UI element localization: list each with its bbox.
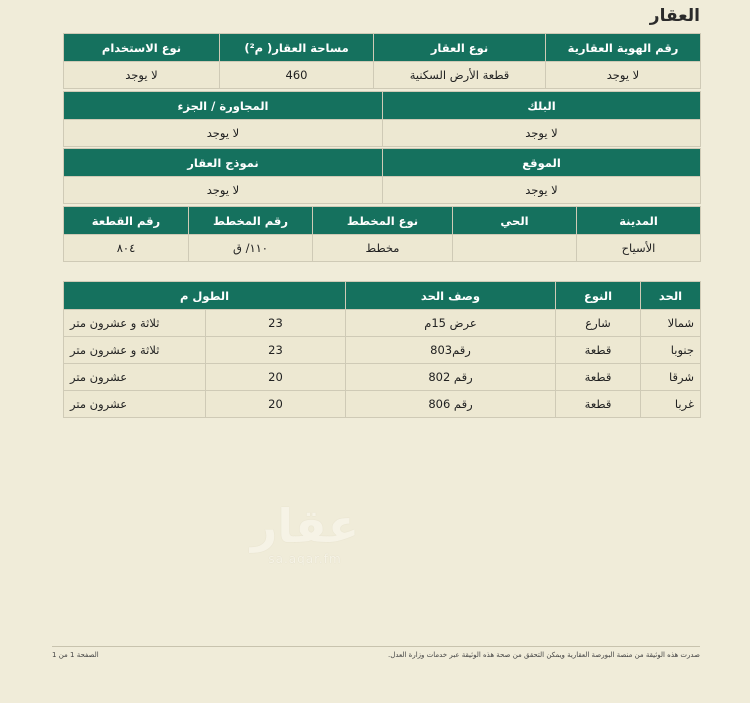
city-plan-table <box>63 206 701 262</box>
header-district: الحي <box>453 207 577 235</box>
value-city: الأسياح <box>577 235 701 262</box>
footer-divider <box>52 646 700 647</box>
location-table <box>63 148 701 204</box>
bound-description: رقم803 <box>346 337 556 364</box>
header-bound-side: الحد <box>641 282 701 310</box>
bound-length-text: ثلاثة و عشرون متر <box>64 310 206 337</box>
bound-length-text: عشرون متر <box>64 364 206 391</box>
value-usage-type: لا يوجد <box>64 62 220 89</box>
value-property-area: 460 <box>220 62 374 89</box>
table-row <box>64 310 701 337</box>
value-plot-number: ٨٠٤ <box>64 235 189 262</box>
header-plan-type: نوع المخطط <box>313 207 453 235</box>
bound-length: 20 <box>206 364 346 391</box>
bounds-table <box>63 281 701 418</box>
bound-type: قطعة <box>556 337 641 364</box>
bound-side: جنوبا <box>641 337 701 364</box>
value-plan-type: مخطط <box>313 235 453 262</box>
header-neighborhood-part: المجاورة / الجزء <box>64 92 383 120</box>
bound-description: عرض 15م <box>346 310 556 337</box>
header-property-area: مساحة العقار( م²) <box>220 34 374 62</box>
section-title: العقار <box>649 6 700 26</box>
header-block: البلك <box>383 92 701 120</box>
header-usage-type: نوع الاستخدام <box>64 34 220 62</box>
value-property-id: لا يوجد <box>546 62 701 89</box>
bound-description: رقم 802 <box>346 364 556 391</box>
watermark-site: sa.aqar.fm <box>268 552 342 566</box>
bound-side: شرقا <box>641 364 701 391</box>
header-bound-description: وصف الحد <box>346 282 556 310</box>
header-property-type: نوع العقار <box>374 34 546 62</box>
bound-side: غربا <box>641 391 701 418</box>
value-block: لا يوجد <box>383 120 701 147</box>
value-neighborhood-part: لا يوجد <box>64 120 383 147</box>
bound-length-text: ثلاثة و عشرون متر <box>64 337 206 364</box>
table-row <box>64 337 701 364</box>
table-row <box>64 364 701 391</box>
bound-description: رقم 806 <box>346 391 556 418</box>
header-bound-type: النوع <box>556 282 641 310</box>
bound-type: قطعة <box>556 391 641 418</box>
value-plan-number: ١١٠/ ق <box>189 235 313 262</box>
bound-type: قطعة <box>556 364 641 391</box>
header-property-model: نموذج العقار <box>64 149 383 177</box>
value-property-type: قطعة الأرض السكنية <box>374 62 546 89</box>
block-table <box>63 91 701 147</box>
value-property-model: لا يوجد <box>64 177 383 204</box>
page-number: الصفحة 1 من 1 <box>52 651 99 659</box>
header-city: المدينة <box>577 207 701 235</box>
value-location: لا يوجد <box>383 177 701 204</box>
value-district <box>453 235 577 262</box>
bound-length: 20 <box>206 391 346 418</box>
aqar-watermark <box>240 500 370 580</box>
table-row <box>64 391 701 418</box>
footer-note: صدرت هذه الوثيقة من منصة البورصة العقارية ويمكن التحقق من صحة هذه الوثيقة عبر خدمات وزارة العدل. <box>388 651 700 659</box>
header-plot-number: رقم القطعة <box>64 207 189 235</box>
property-table <box>63 33 701 89</box>
bound-length-text: عشرون متر <box>64 391 206 418</box>
header-location: الموقع <box>383 149 701 177</box>
header-plan-number: رقم المخطط <box>189 207 313 235</box>
bound-type: شارع <box>556 310 641 337</box>
bound-length: 23 <box>206 337 346 364</box>
header-property-id: رقم الهوية العقارية <box>546 34 701 62</box>
bound-side: شمالا <box>641 310 701 337</box>
header-bound-length: الطول م <box>64 282 346 310</box>
watermark-logo-text: عقار <box>250 499 360 553</box>
bound-length: 23 <box>206 310 346 337</box>
